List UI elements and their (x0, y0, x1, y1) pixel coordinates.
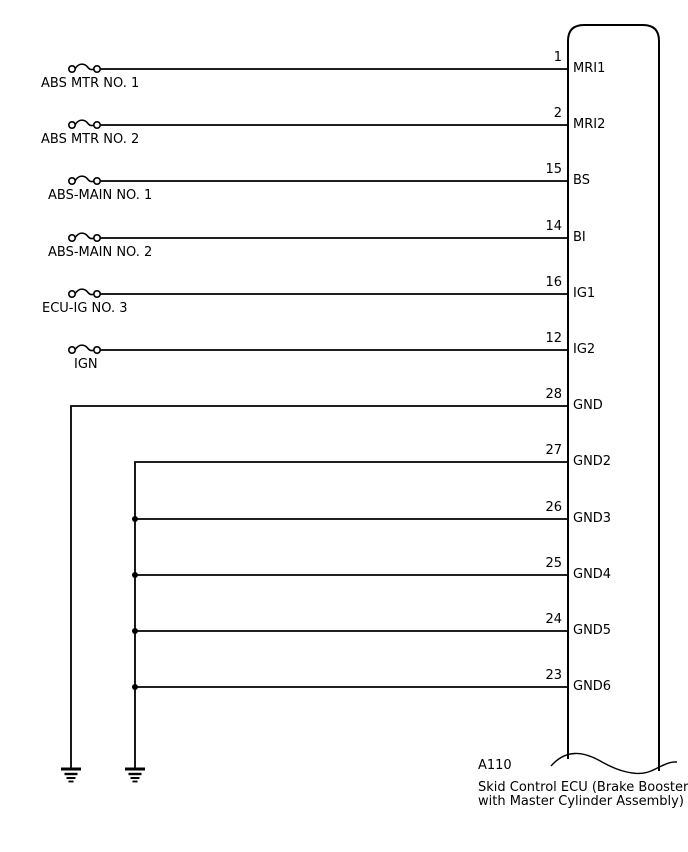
component-label: ABS MTR NO. 2 (41, 132, 140, 147)
pin-number: 14 (545, 219, 562, 234)
fuse-icon (69, 176, 100, 184)
junction-dot (132, 572, 138, 578)
component-label: ABS-MAIN NO. 2 (48, 245, 153, 260)
pin-number: 15 (545, 162, 562, 177)
junction-dot (132, 684, 138, 690)
pin-number: 2 (553, 106, 562, 121)
terminal-label: GND (573, 398, 603, 413)
pin-number: 28 (545, 387, 562, 402)
fuse-icon (69, 233, 100, 241)
component-label: ABS MTR NO. 1 (41, 76, 140, 91)
pin-number: 23 (545, 668, 562, 683)
terminal-label: BS (573, 173, 590, 188)
connector-name-line: with Master Cylinder Assembly) (478, 794, 684, 809)
terminal-label: IG2 (573, 342, 596, 357)
wire-pin-27 (135, 462, 568, 769)
junction-dot (132, 628, 138, 634)
terminal-label: GND4 (573, 567, 612, 582)
pin-number: 27 (545, 443, 562, 458)
connector-id: A110 (478, 758, 512, 773)
pin-number: 16 (545, 275, 562, 290)
terminal-label: BI (573, 230, 586, 245)
terminal-label: GND2 (573, 454, 612, 469)
pin-number: 1 (553, 50, 562, 65)
component-label: IGN (74, 357, 98, 372)
fuse-icon (69, 64, 100, 72)
component-label: ABS-MAIN NO. 1 (48, 188, 153, 203)
connector-name-line: Skid Control ECU (Brake Booster (478, 780, 688, 795)
pin-number: 25 (545, 556, 562, 571)
wire-pin-28 (71, 406, 568, 769)
fuse-icon (69, 120, 100, 128)
junction-dot (132, 516, 138, 522)
fuse-icon (69, 289, 100, 297)
terminal-label: GND5 (573, 623, 612, 638)
terminal-label: MRI2 (573, 117, 606, 132)
component-label: ECU-IG NO. 3 (42, 301, 128, 316)
fuse-icon (69, 345, 100, 353)
pin-number: 24 (545, 612, 562, 627)
ground-icon (61, 769, 81, 782)
pin-number: 12 (545, 331, 562, 346)
pin-number: 26 (545, 500, 562, 515)
terminal-label: IG1 (573, 286, 596, 301)
terminal-label: GND6 (573, 679, 612, 694)
ground-icon (125, 769, 145, 782)
terminal-label: MRI1 (573, 61, 606, 76)
terminal-label: GND3 (573, 511, 612, 526)
